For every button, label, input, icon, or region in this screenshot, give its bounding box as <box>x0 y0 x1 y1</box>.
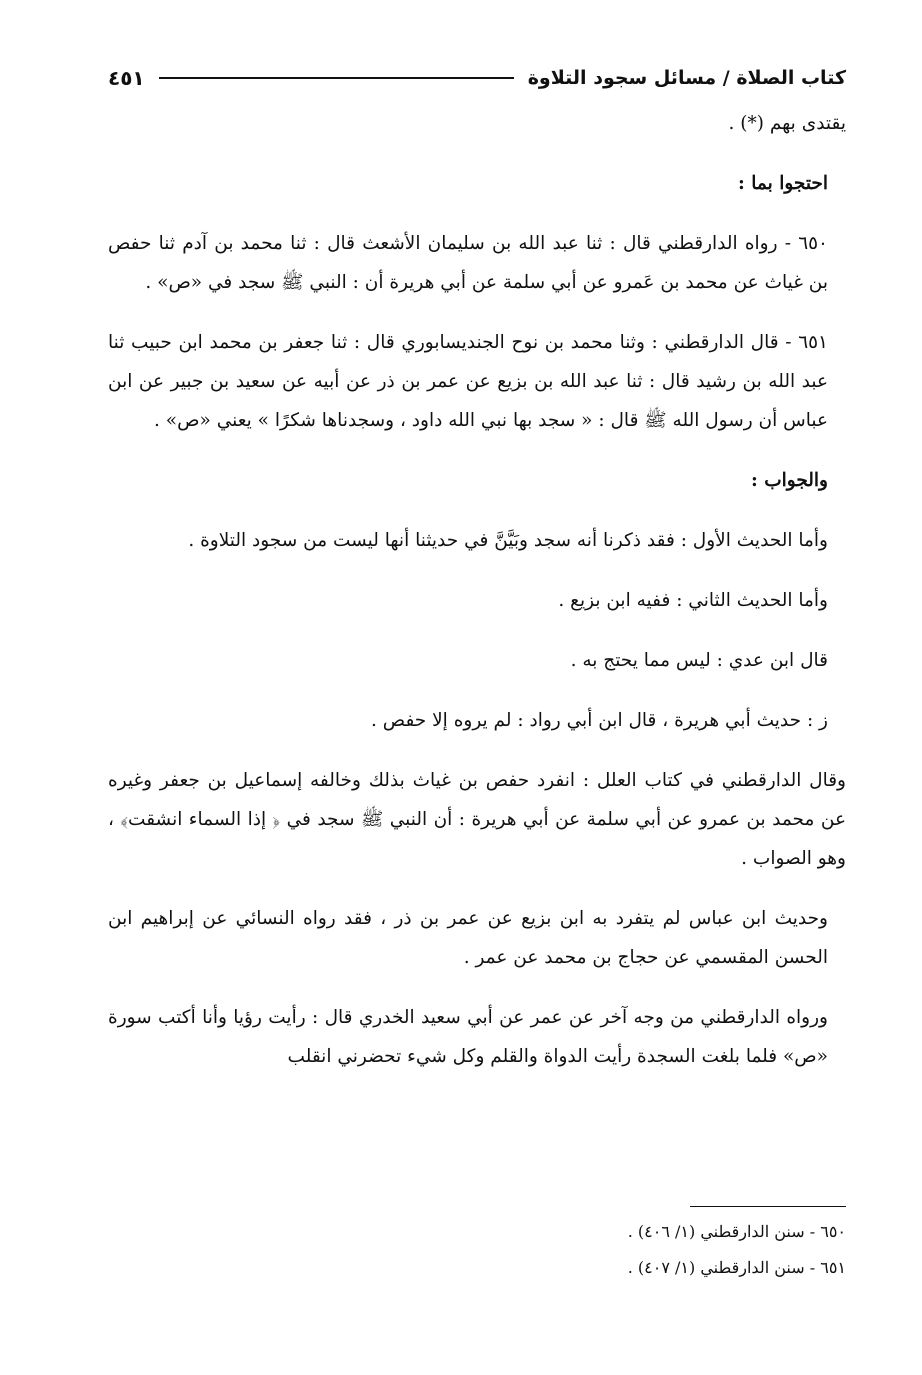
footnote-rule <box>690 1206 846 1207</box>
hadith-650: ٦٥٠ - رواه الدارقطني قال : ثنا عبد الله بن سليمان الأشعث قال : ثنا محمد بن آدم ثنا حفص بن غياث عن محمد بن عَمرو عن أبي سلمة عن أبي هريرة أن : النبي ﷺ سجد في «ص» . <box>108 233 828 293</box>
body-text <box>108 104 846 1097</box>
section-heading-answer: والجواب : <box>750 470 828 491</box>
hadith-651: ٦٥١ - قال الدارقطني : وثنا محمد بن نوح الجنديسابوري قال : ثنا جعفر بن محمد ابن حبيب ثنا عبد الله بن رشيد قال : ثنا عبد الله بن بزيع عن عمر بن ذر عن أبيه عن سعيد بن جبير عن ابن عباس أن رسول الله ﷺ قال : « سجد بها نبي الله داود ، وسجدناها شكرًا » يعني «ص» . <box>108 332 828 431</box>
footnotes <box>108 1214 846 1286</box>
abu-said-paragraph: ورواه الدارقطني من وجه آخر عن عمر عن أبي سعيد الخدري قال : رأيت رؤيا وأنا أكتب سورة «ص» فلما بلغت السجدة رأيت الدواة والقلم وكل شيء تحضرني انقلب <box>108 1007 828 1067</box>
paragraph-continuation: يقتدى بهم (*) . <box>728 113 846 134</box>
footnote-651: ٦٥١ - سنن الدارقطني (١/ ٤٠٧) . <box>627 1258 846 1277</box>
page-number: ٤٥١ <box>108 66 145 90</box>
answer-second-hadith: وأما الحديث الثاني : ففيه ابن بزيع . <box>558 590 828 611</box>
answer-first-hadith: وأما الحديث الأول : فقد ذكرنا أنه سجد وبَيَّنَّ في حديثنا أنها ليست من سجود التلاوة . <box>188 530 828 551</box>
header-rule <box>159 77 514 79</box>
ibn-adi-remark: قال ابن عدي : ليس مما يحتج به . <box>570 650 828 671</box>
daraqutni-ilal-paragraph: وقال الدارقطني في كتاب العلل : انفرد حفص بن غياث بذلك وخالفه إسماعيل بن جعفر وغيره عن محمد بن عمرو عن أبي سلمة عن أبي هريرة : أن النبي ﷺ سجد في ﴿ إذا السماء انشقت﴾ ، وهو الصواب . <box>108 770 846 869</box>
footnote-650: ٦٥٠ - سنن الدارقطني (١/ ٤٠٦) . <box>627 1222 846 1241</box>
zay-note: ز : حديث أبي هريرة ، قال ابن أبي رواد : لم يروه إلا حفص . <box>371 710 828 731</box>
header-title: كتاب الصلاة / مسائل سجود التلاوة <box>527 67 846 89</box>
running-header <box>108 58 846 98</box>
section-heading-evidence: احتجوا بما : <box>738 173 828 194</box>
ibn-abbas-paragraph: وحديث ابن عباس لم يتفرد به ابن بزيع عن عمر بن ذر ، فقد رواه النسائي عن إبراهيم ابن الحسن المقسمي عن حجاج بن محمد عن عمر . <box>108 908 828 968</box>
